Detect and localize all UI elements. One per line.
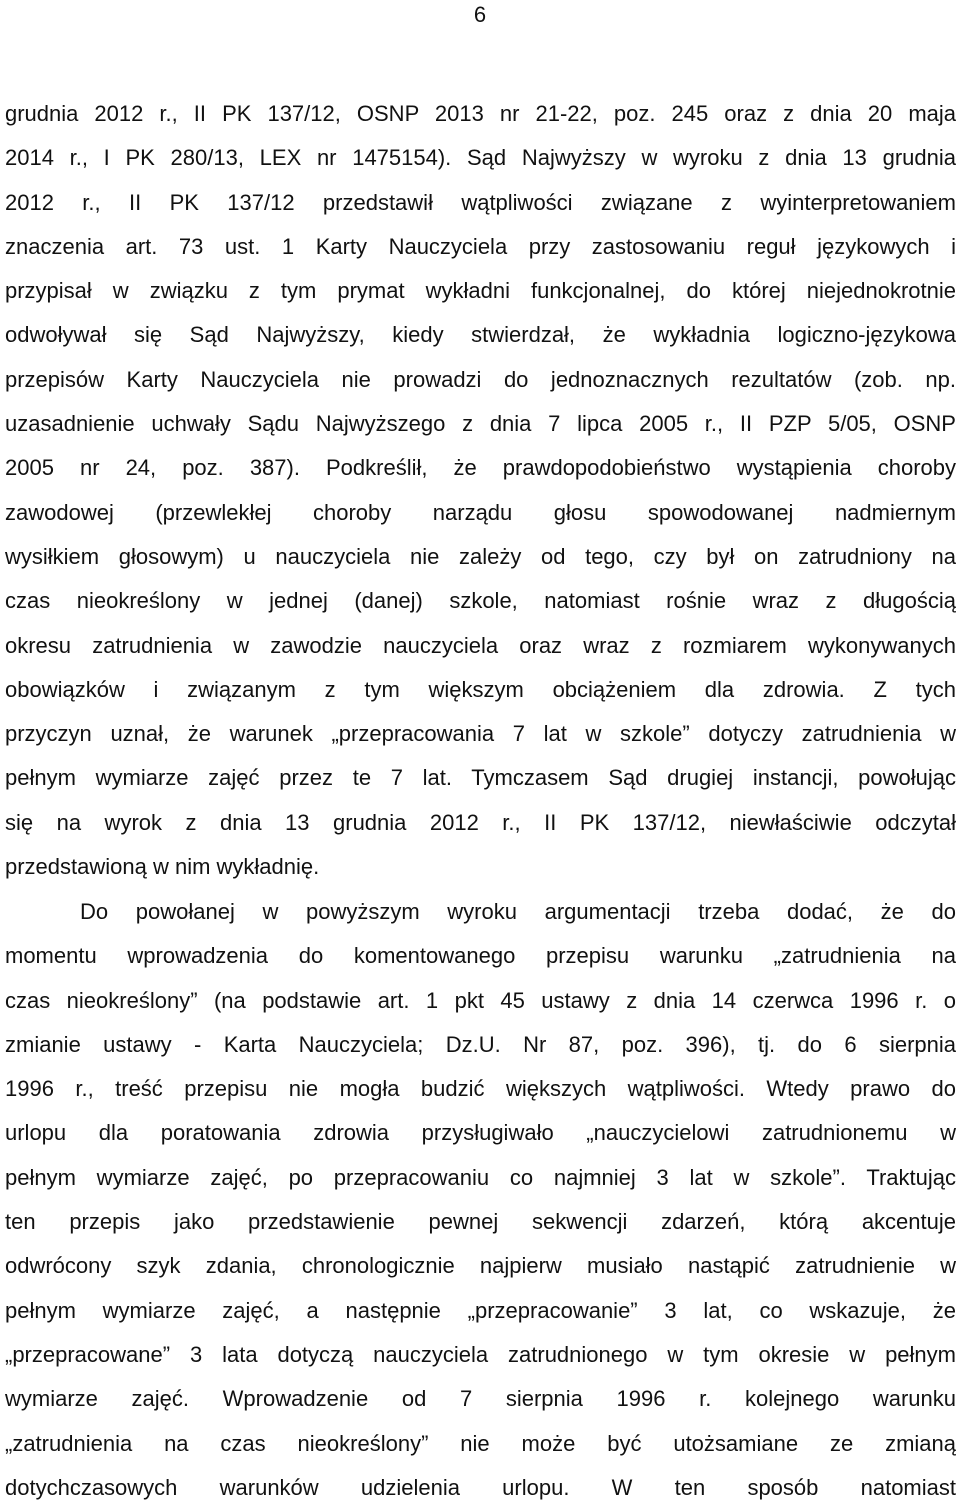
text-line: momentu wprowadzenia do komentowanego przepisu warunku „zatrudnienia na (5, 943, 956, 969)
text-line: grudnia 2012 r., II PK 137/12, OSNP 2013 nr 21-22, poz. 245 oraz z dnia 20 maja (5, 101, 956, 126)
text-line: „przepracowane” 3 lata dotyczą nauczyciela zatrudnionego w tym okresie w pełnym (5, 1341, 956, 1367)
text-line: zmianie ustawy - Karta Nauczyciela; Dz.U. Nr 87, poz. 396), tj. do 6 sierpnia (5, 1031, 956, 1057)
text-line: okresu zatrudnienia w zawodzie nauczyciela oraz wraz z rozmiarem wykonywanych (5, 632, 956, 658)
text-line: przypisał w związku z tym prymat wykładni funkcjonalnej, do której niejednokrotnie (5, 278, 956, 304)
text-line: urlopu dla poratowania zdrowia przysługiwało „nauczycielowi zatrudnionemu w (5, 1120, 956, 1146)
text-line: 2014 r., I PK 280/13, LEX nr 1475154). Sąd Najwyższy w wyroku z dnia 13 grudnia (5, 145, 956, 171)
page-number: 6 (473, 2, 487, 27)
paragraph-1 (5, 92, 956, 889)
text-line: odwrócony szyk zdania, chronologicznie najpierw musiało nastąpić zatrudnienie w (5, 1253, 956, 1279)
text-line: 1996 r., treść przepisu nie mogła budzić większych wątpliwości. Wtedy prawo do (5, 1076, 956, 1102)
text-line: pełnym wymiarze zajęć przez te 7 lat. Tymczasem Sąd drugiej instancji, powołując (5, 765, 956, 791)
text-line: czas nieokreślony w jednej (danej) szkole, natomiast rośnie wraz z długością (5, 588, 956, 614)
text-line: ten przepis jako przedstawienie pewnej sekwencji zdarzeń, którą akcentuje (5, 1209, 956, 1235)
text-line: wysiłkiem głosowym) u nauczyciela nie zależy od tego, czy był on zatrudniony na (5, 543, 956, 569)
text-line: znaczenia art. 73 ust. 1 Karty Nauczyciela przy zastosowaniu reguł językowych i (5, 233, 956, 259)
text-line: przedstawioną w nim wykładnię. (5, 854, 320, 880)
text-line: się na wyrok z dnia 13 grudnia 2012 r., II PK 137/12, niewłaściwie odczytał (5, 809, 956, 835)
text-line: 2005 nr 24, poz. 387). Podkreślił, że prawdopodobieństwo wystąpienia choroby (5, 455, 956, 481)
text-line: przyczyn uznał, że warunek „przepracowania 7 lat w szkole” dotyczy zatrudnienia w (5, 721, 956, 747)
text-line: uzasadnienie uchwały Sądu Najwyższego z dnia 7 lipca 2005 r., II PZP 5/05, OSNP (5, 411, 956, 437)
text-line: „zatrudnienia na czas nieokreślony” nie może być utożsamiane ze zmianą (5, 1430, 956, 1456)
text-line: wymiarze zajęć. Wprowadzenie od 7 sierpnia 1996 r. kolejnego warunku (5, 1386, 956, 1412)
text-line: pełnym wymiarze zajęć, a następnie „przepracowanie” 3 lat, co wskazuje, że (5, 1297, 956, 1323)
text-line: dotychczasowych warunków udzielenia urlopu. W ten sposób natomiast (5, 1474, 956, 1500)
text-line: Do powołanej w powyższym wyroku argumentacji trzeba dodać, że do (80, 899, 956, 924)
paragraph-2 (5, 890, 956, 1510)
text-line: pełnym wymiarze zajęć, po przepracowaniu co najmniej 3 lat w szkole”. Traktując (5, 1164, 956, 1190)
text-line: 2012 r., II PK 137/12 przedstawił wątpliwości związane z wyinterpretowaniem (5, 189, 956, 215)
text-line: obowiązków i związanym z tym większym obciążeniem dla zdrowia. Z tych (5, 676, 956, 702)
text-line: odwoływał się Sąd Najwyższy, kiedy stwierdzał, że wykładnia logiczno-językowa (5, 322, 956, 348)
text-line: czas nieokreślony” (na podstawie art. 1 pkt 45 ustawy z dnia 14 czerwca 1996 r. o (5, 987, 956, 1013)
text-line: zawodowej (przewlekłej choroby narządu głosu spowodowanej nadmiernym (5, 499, 956, 525)
text-line: przepisów Karty Nauczyciela nie prowadzi do jednoznacznych rezultatów (zob. np. (5, 366, 956, 392)
